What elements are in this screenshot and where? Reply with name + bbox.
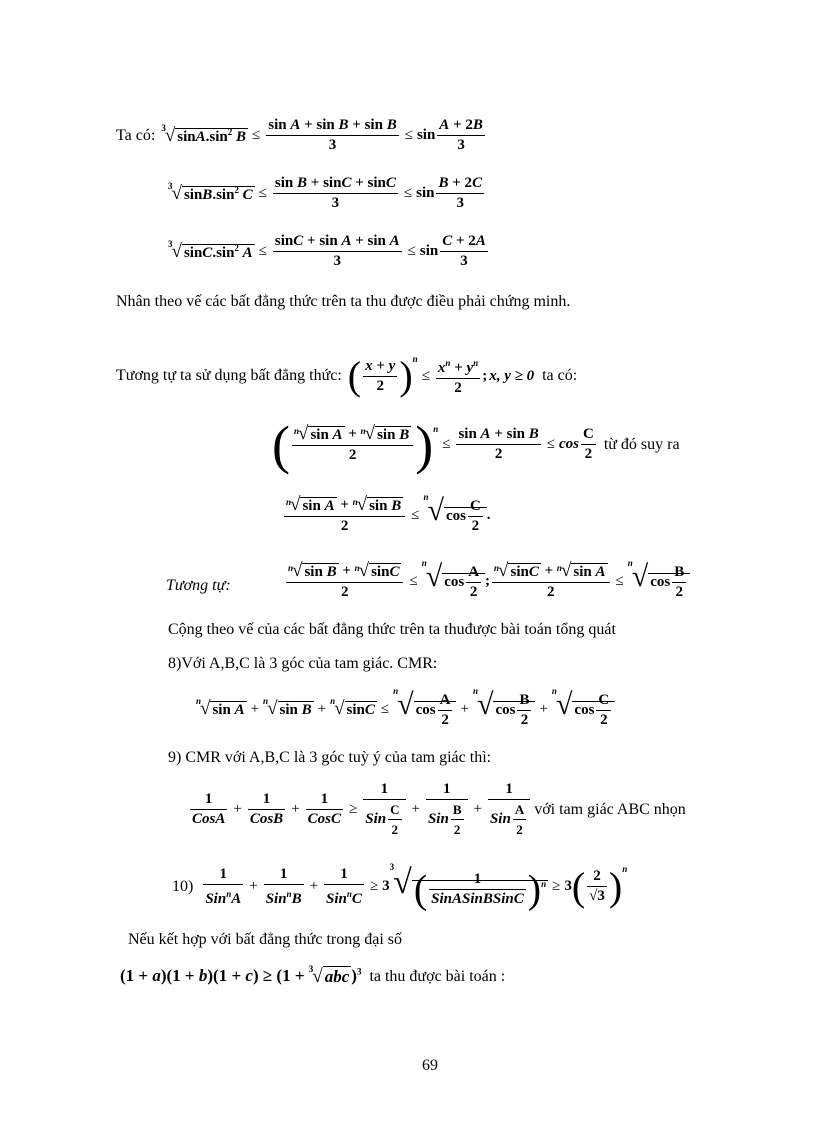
text-similar-use: Tương tự ta sử dụng bất đẳng thức: <box>116 367 342 384</box>
text-multiply: Nhân theo vế các bất đẳng thức trên ta thu được điều phải chứng minh. <box>116 293 571 310</box>
item-9-heading: 9) CMR với A,B,C là 3 góc tuỳ ý của tam giác thì: <box>168 749 492 766</box>
inequality-similar-pair: $\frac{^n√ \sin B + ^n√ \sin C}{2}$ ≤ $^n$√ cos $\frac{A}{2}$ ; $\frac{^n√ \sin C + ^n√ \sin A}{2}$ ≤ $^n$√ cos $\frac{B}{2}$ <box>284 560 690 602</box>
inequality-3: $^3$√ $\sin C.\sin^2$ A ≤ $\frac{\text{sinC + sin A + sin A}}{3}$ ≤ sin $\frac{C + 2A}{3}$ <box>168 233 486 269</box>
inequality-root-cos: $\frac{^n√ \sin A + ^n√ \sin B}{2}$ ≤ $^n$√ cos $\frac{C}{2}$ . <box>286 492 491 535</box>
similar-inequality-line: Tương tự ta sử dụng bất đẳng thức: ( $\frac{x + y}{2}$ ) n ≤ $\frac{x^n + y^n}{2}$ ; x, y ≥ 0 ta có: <box>116 353 578 398</box>
text-from-there: từ đó suy ra <box>603 435 680 453</box>
text-combine: Nếu kết hợp với bất đẳng thức trong đại số <box>128 931 402 948</box>
inequality-item-9: $\frac{1}{\text{CosA}}$ + $\frac{1}{\text{CosB}}$ + $\frac{1}{\text{CosC}}$ ≥ 1 Sin $\frac{C}{2}$ + 1 Sin $\frac{B}{2}$ + 1 Sin $\frac{A}{2}$ với tam giác ABC nhọn <box>192 781 686 837</box>
text-tuong-tu: Tương tự: <box>166 577 231 594</box>
condition: x, y ≥ 0 <box>489 367 535 384</box>
inequality-1: Ta có: $^3$√ $\sin A.\sin^2$ B ≤ $\frac{\text{sin A + sin B + sin B}}{3}$ ≤ sin $\frac{A + 2B}{3}$ <box>116 117 483 153</box>
intro-label: Ta có: <box>116 126 156 144</box>
text-similar-end: ta có: <box>542 367 578 384</box>
text-add: Cộng theo vế của các bất đẳng thức trên ta thuđược bài toán tổng quát <box>168 621 616 638</box>
item-9-tail: với tam giác ABC nhọn <box>534 800 686 818</box>
inequality-2: $^3$√ $\sin B.\sin^2$ C ≤ $\frac{\text{sin B + sinC + sinC}}{3}$ ≤ sin $\frac{B + 2C}{3}$ <box>168 175 483 211</box>
item-8-heading: 8)Với A,B,C là 3 góc của tam giác. CMR: <box>168 655 438 672</box>
text-problem: ta thu được bài toán : <box>369 968 506 986</box>
inequality-item-8: $^n$√ sin A + $^n$√ sin B + $^n$√ sinC ≤ $^n$√ cos $\frac{A}{2}$ + $^n$√ cos $\frac{B}{2}$ + $^n$√ cos $\frac{C}{2}$ <box>196 688 615 730</box>
item-10-label: 10) <box>172 877 194 895</box>
inequality-abc: (1 + a)(1 + b)(1 + c) ≥ (1 + $^3$√ abc )$^3$ ta thu được bài toán : <box>120 964 506 988</box>
page-number: 69 <box>422 1057 438 1074</box>
inequality-sine-power: ( $\frac{^n√ \sin A + ^n√ \sin B}{2}$ ) n ≤ $\frac{\text{sin A + sin B}}{2}$ ≤ cos $\frac{C}{2}$ từ đó suy ra <box>272 414 680 475</box>
inequality-item-10: 10) $\frac{1}{Sin^nA}$ + $\frac{1}{Sin^nB}$ + $\frac{1}{Sin^nC}$ ≥ 3 $^3$√( $\frac{1}{\text{SinASinBSinC}}$ )$^n$ ≥ 3 ( $\frac{2}{√3}$ ) n <box>172 862 628 912</box>
